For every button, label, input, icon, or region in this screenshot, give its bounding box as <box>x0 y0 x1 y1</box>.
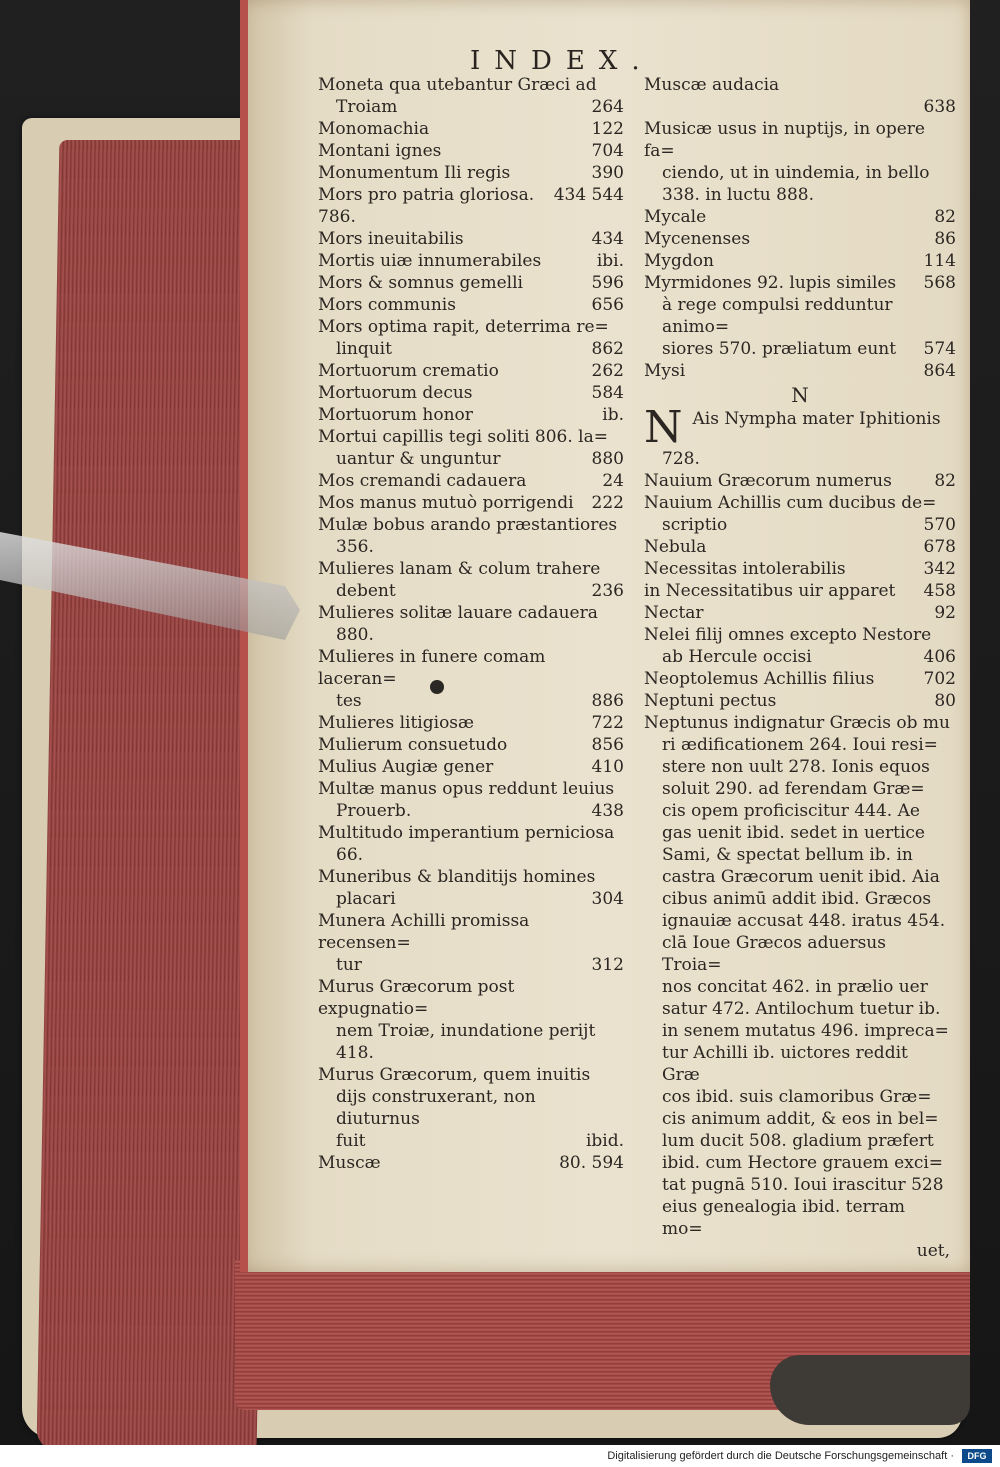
index-entry <box>644 558 956 580</box>
entry-page-number: 880 <box>591 449 624 469</box>
entry-text: in senem mutatus 496. impreca= <box>662 1021 949 1041</box>
index-entry <box>644 1152 956 1174</box>
entry-text: Mors ineuitabilis <box>318 229 464 249</box>
entry-page-number: 856 <box>591 735 624 755</box>
entry-text: 880. <box>336 625 374 645</box>
entry-text: Mulæ bobus arando præstantiores <box>318 515 618 535</box>
index-entry <box>318 272 624 294</box>
entry-text: Mulieres solitæ lauare cadauera <box>318 603 598 623</box>
entry-text: 728. <box>662 449 700 469</box>
entry-page-number: 584 <box>591 383 624 403</box>
page-red-edge <box>240 0 248 1272</box>
index-entry <box>318 96 624 118</box>
entry-text: soluit 290. ad ferendam Græ= <box>662 779 925 799</box>
index-entry <box>318 712 624 734</box>
index-entry <box>318 316 624 338</box>
index-entry <box>644 1108 956 1130</box>
entry-page-number: 574 <box>923 339 956 359</box>
entry-text: Mygdon <box>644 251 714 271</box>
index-entry <box>318 954 624 976</box>
index-entry <box>318 844 624 866</box>
index-entry <box>318 976 624 1020</box>
entry-text: Moneta qua utebantur Græci ad <box>318 75 597 95</box>
entry-page-number: 24 <box>602 471 624 491</box>
entry-text: 418. <box>336 1043 374 1063</box>
index-entry <box>318 822 624 844</box>
entry-page-number: 410 <box>591 757 624 777</box>
index-entry <box>644 1020 956 1042</box>
index-entry <box>318 404 624 426</box>
index-entry <box>644 448 956 470</box>
entry-text: Troiam <box>336 97 398 117</box>
entry-text: Mortuorum crematio <box>318 361 499 381</box>
entry-page-number: 122 <box>591 119 624 139</box>
index-entry <box>318 250 624 272</box>
entry-page-number: 434 544 <box>553 185 624 205</box>
index-entry <box>318 228 624 250</box>
entry-page-number: 656 <box>591 295 624 315</box>
index-entry <box>318 866 624 888</box>
entry-text: Murus Græcorum, quem inuitis <box>318 1065 591 1085</box>
index-entry <box>644 228 956 250</box>
entry-text: Neptunus indignatur Græcis ob mu <box>644 713 950 733</box>
index-entry <box>318 338 624 360</box>
entry-page-number: 80 <box>934 691 956 711</box>
entry-text: tat pugnā 510. Ioui irascitur 528 <box>662 1175 944 1195</box>
index-entry <box>318 888 624 910</box>
entry-text: Multæ manus opus reddunt leuius <box>318 779 615 799</box>
entry-page-number: 596 <box>591 273 624 293</box>
entry-text: Muneribus & blanditijs homines <box>318 867 596 887</box>
index-entry <box>644 272 956 294</box>
entry-page-number: 570 <box>923 515 956 535</box>
entry-page-number: 722 <box>591 713 624 733</box>
index-entry <box>644 184 956 206</box>
index-entry <box>644 118 956 162</box>
entry-page-number: 82 <box>934 207 956 227</box>
entry-text: Nectar <box>644 603 704 623</box>
index-entry <box>644 910 956 932</box>
index-entry <box>318 1086 624 1130</box>
index-entry <box>318 756 624 778</box>
index-entry <box>318 118 624 140</box>
entry-text: 338. in luctu 888. <box>662 185 814 205</box>
entry-text: ciendo, ut in uindemia, in bello <box>662 163 930 183</box>
index-entry <box>318 294 624 316</box>
entry-text: Nauium Græcorum numerus <box>644 471 892 491</box>
entry-text: dijs construxerant, non diuturnus <box>336 1087 536 1129</box>
entry-page-number: 82 <box>934 471 956 491</box>
entry-page-number: ib. <box>602 405 624 425</box>
index-entry <box>318 690 624 712</box>
entry-text: Nebula <box>644 537 707 557</box>
index-entry <box>318 382 624 404</box>
index-column-right <box>644 74 956 1262</box>
index-entry <box>644 976 956 998</box>
index-entry <box>644 1196 956 1240</box>
index-entry <box>644 778 956 800</box>
index-entry <box>644 712 956 734</box>
index-entry <box>644 822 956 844</box>
entry-text: lum ducit 508. gladium præfert <box>662 1131 934 1151</box>
dfg-logo-icon: DFG <box>962 1449 992 1463</box>
index-entry <box>318 558 624 580</box>
index-entry <box>644 602 956 624</box>
entry-text: in Necessitatibus uir apparet <box>644 581 896 601</box>
entry-text: ab Hercule occisi <box>662 647 812 667</box>
entry-text: Mors communis <box>318 295 456 315</box>
index-entry <box>644 1240 956 1262</box>
entry-text <box>644 96 918 118</box>
entry-page-number: 678 <box>923 537 956 557</box>
index-entry <box>318 536 624 558</box>
entry-page-number: 438 <box>591 801 624 821</box>
index-entry <box>644 800 956 822</box>
entry-page-number: 568 <box>923 273 956 293</box>
entry-page-number: 80. 594 <box>559 1153 624 1173</box>
entry-text: stere non uult 278. Ionis equos <box>662 757 930 777</box>
index-entry <box>644 844 956 866</box>
footer-credit: Digitalisierung gefördert durch die Deutsche Forschungsgemeinschaft · <box>607 1450 954 1462</box>
entry-text: Mulieres litigiosæ <box>318 713 475 733</box>
entry-text: Mysi <box>644 361 686 381</box>
section-letter: N <box>791 383 809 407</box>
entry-text: Montani ignes <box>318 141 442 161</box>
entry-text: cis animum addit, & eos in bel= <box>662 1109 939 1129</box>
index-entry <box>644 932 956 976</box>
entry-text: Myrmidones 92. lupis similes <box>644 273 897 293</box>
entry-text: scriptio <box>662 515 728 535</box>
index-entry <box>644 360 956 382</box>
index-entry <box>644 646 956 668</box>
entry-text: à rege compulsi redduntur animo= <box>662 295 893 337</box>
index-entry <box>318 624 624 646</box>
entry-page-number: 86 <box>934 229 956 249</box>
index-entry <box>318 910 624 954</box>
entry-text: Mulieres in funere comam laceran= <box>318 647 546 689</box>
index-entry <box>644 162 956 184</box>
index-entry <box>318 360 624 382</box>
entry-text: Monomachia <box>318 119 430 139</box>
index-entry <box>318 514 624 536</box>
entry-page-number: 704 <box>591 141 624 161</box>
index-entry <box>318 448 624 470</box>
index-entry <box>644 668 956 690</box>
entry-text: Muscæ <box>318 1153 381 1173</box>
entry-text: Prouerb. <box>336 801 412 821</box>
entry-text: Mos cremandi cadauera <box>318 471 527 491</box>
index-entry <box>318 602 624 624</box>
entry-page-number: 222 <box>591 493 624 513</box>
drop-cap: N <box>644 402 683 453</box>
index-entry <box>644 74 956 96</box>
index-entry <box>644 756 956 778</box>
entry-text: Mors & somnus gemelli <box>318 273 523 293</box>
entry-text: uantur & unguntur <box>336 449 501 469</box>
entry-text: Monumentum Ili regis <box>318 163 511 183</box>
index-entry <box>318 1064 624 1086</box>
index-entry <box>644 492 956 514</box>
index-entry <box>318 184 624 206</box>
entry-text: tur <box>336 955 362 975</box>
entry-text: Murus Græcorum post expugnatio= <box>318 977 515 1019</box>
entry-page-number: 390 <box>591 163 624 183</box>
entry-page-number: 114 <box>923 251 956 271</box>
index-entry <box>644 402 956 453</box>
entry-text: Mors optima rapit, deterrima re= <box>318 317 609 337</box>
entry-text: 66. <box>336 845 364 865</box>
index-entry <box>644 536 956 558</box>
entry-text: linquit <box>336 339 392 359</box>
entry-page-number: 304 <box>591 889 624 909</box>
entry-page-number: 702 <box>923 669 956 689</box>
entry-text: Nauium Achillis cum ducibus de= <box>644 493 937 513</box>
entry-text: ignauiæ accusat 448. iratus 454. <box>662 911 946 931</box>
index-entry <box>318 1130 624 1152</box>
entry-text: gas uenit ibid. sedet in uertice <box>662 823 925 843</box>
entry-text: Mulieres lanam & colum trahere <box>318 559 601 579</box>
entry-text: eius genealogia ibid. terram mo= <box>662 1197 906 1239</box>
index-entry <box>318 580 624 602</box>
entry-text: Nelei filij omnes excepto Nestore <box>644 625 932 645</box>
entry-text: satur 472. Antilochum tuetur ib. <box>662 999 941 1019</box>
entry-page-number: ibi. <box>596 251 624 271</box>
entry-page-number: 864 <box>923 361 956 381</box>
index-entry <box>644 734 956 756</box>
index-entry <box>318 74 624 96</box>
index-entry <box>644 888 956 910</box>
entry-page-number: 458 <box>923 581 956 601</box>
entry-text: ri ædificationem 264. Ioui resi= <box>662 735 938 755</box>
entry-page-number: 434 <box>591 229 624 249</box>
index-entry <box>318 492 624 514</box>
index-entry <box>318 1152 624 1174</box>
entry-text: Mulierum consuetudo <box>318 735 508 755</box>
entry-page-number: 886 <box>591 691 624 711</box>
index-entry <box>644 338 956 360</box>
entry-text: Mortui capillis tegi soliti 806. la= <box>318 427 608 447</box>
index-entry <box>644 1130 956 1152</box>
entry-text: Mortuorum honor <box>318 405 473 425</box>
index-entry <box>644 624 956 646</box>
entry-text: Mos manus mutuò porrigendi <box>318 493 574 513</box>
entry-page-number: 312 <box>591 955 624 975</box>
rivet-mark <box>430 680 444 694</box>
entry-page-number: 638 <box>923 97 956 117</box>
index-entry <box>644 206 956 228</box>
entry-text: fuit <box>336 1131 366 1151</box>
entry-text: Mycenenses <box>644 229 751 249</box>
entry-text: Mycale <box>644 207 707 227</box>
index-entry <box>318 800 624 822</box>
index-entry <box>644 294 956 338</box>
entry-text: Mulius Augiæ gener <box>318 757 494 777</box>
entry-text: Neoptolemus Achillis filius <box>644 669 875 689</box>
index-column-left <box>318 74 624 1174</box>
index-entry <box>318 140 624 162</box>
entry-text: castra Græcorum uenit ibid. Aia <box>662 867 940 887</box>
index-entry <box>644 250 956 272</box>
entry-text: Necessitas intolerabilis <box>644 559 846 579</box>
index-entry <box>644 1086 956 1108</box>
entry-text: cos ibid. suis clamoribus Græ= <box>662 1087 932 1107</box>
entry-text: Muscæ audacia <box>644 75 780 95</box>
index-entry <box>644 690 956 712</box>
entry-text: clā Ioue Græcos aduersus Troia= <box>662 933 886 975</box>
entry-text: Musicæ usus in nuptijs, in opere fa= <box>644 119 925 161</box>
entry-text: Neptuni pectus <box>644 691 777 711</box>
index-entry <box>318 778 624 800</box>
index-entry <box>644 580 956 602</box>
entry-text: tes <box>336 691 362 711</box>
entry-text: Multitudo imperantium perniciosa <box>318 823 615 843</box>
entry-text: nem Troiæ, inundatione perijt <box>336 1021 596 1041</box>
index-entry <box>318 1042 624 1064</box>
entry-page-number: 342 <box>923 559 956 579</box>
index-entry <box>644 514 956 536</box>
entry-page-number: 406 <box>923 647 956 667</box>
index-entry <box>318 470 624 492</box>
entry-text: uet, <box>916 1241 950 1261</box>
footer-bar <box>0 1445 1000 1467</box>
entry-text: tur Achilli ib. uictores reddit Græ <box>662 1043 908 1085</box>
index-entry <box>644 1174 956 1196</box>
entry-page-number: 92 <box>934 603 956 623</box>
index-entry <box>644 866 956 888</box>
entry-text: cis opem proficiscitur 444. Ae <box>662 801 920 821</box>
entry-text: nos concitat 462. in prælio uer <box>662 977 928 997</box>
entry-page-number: 236 <box>591 581 624 601</box>
entry-page-number: 262 <box>591 361 624 381</box>
index-entry <box>318 1020 624 1042</box>
entry-page-number: 264 <box>591 97 624 117</box>
index-entry <box>318 206 624 228</box>
entry-page-number: 862 <box>591 339 624 359</box>
entry-text: Ais Nympha mater Iphitionis <box>692 409 941 429</box>
entry-text: cibus animū addit ibid. Græcos <box>662 889 932 909</box>
index-entry <box>644 1042 956 1086</box>
entry-text: debent <box>336 581 396 601</box>
entry-text: 356. <box>336 537 374 557</box>
entry-text: Mortis uiæ innumerabiles <box>318 251 542 271</box>
entry-text: Sami, & spectat bellum ib. in <box>662 845 913 865</box>
entry-text: Munera Achilli promissa recensen= <box>318 911 530 953</box>
index-entry <box>644 470 956 492</box>
index-entry <box>318 734 624 756</box>
entry-text: 786. <box>318 207 356 227</box>
entry-text: siores 570. præliatum eunt <box>662 339 897 359</box>
page-title: INDEX. <box>470 46 654 76</box>
book-spine-corner <box>770 1355 970 1425</box>
entry-text: Mors pro patria gloriosa. <box>318 185 535 205</box>
index-entry <box>318 162 624 184</box>
index-entry <box>644 96 956 118</box>
index-entry <box>318 646 624 690</box>
entry-page-number: ibid. <box>585 1131 624 1151</box>
entry-text: placari <box>336 889 396 909</box>
entry-text: Mortuorum decus <box>318 383 473 403</box>
index-entry <box>318 426 624 448</box>
entry-text: ibid. cum Hectore grauem exci= <box>662 1153 944 1173</box>
index-entry <box>644 998 956 1020</box>
